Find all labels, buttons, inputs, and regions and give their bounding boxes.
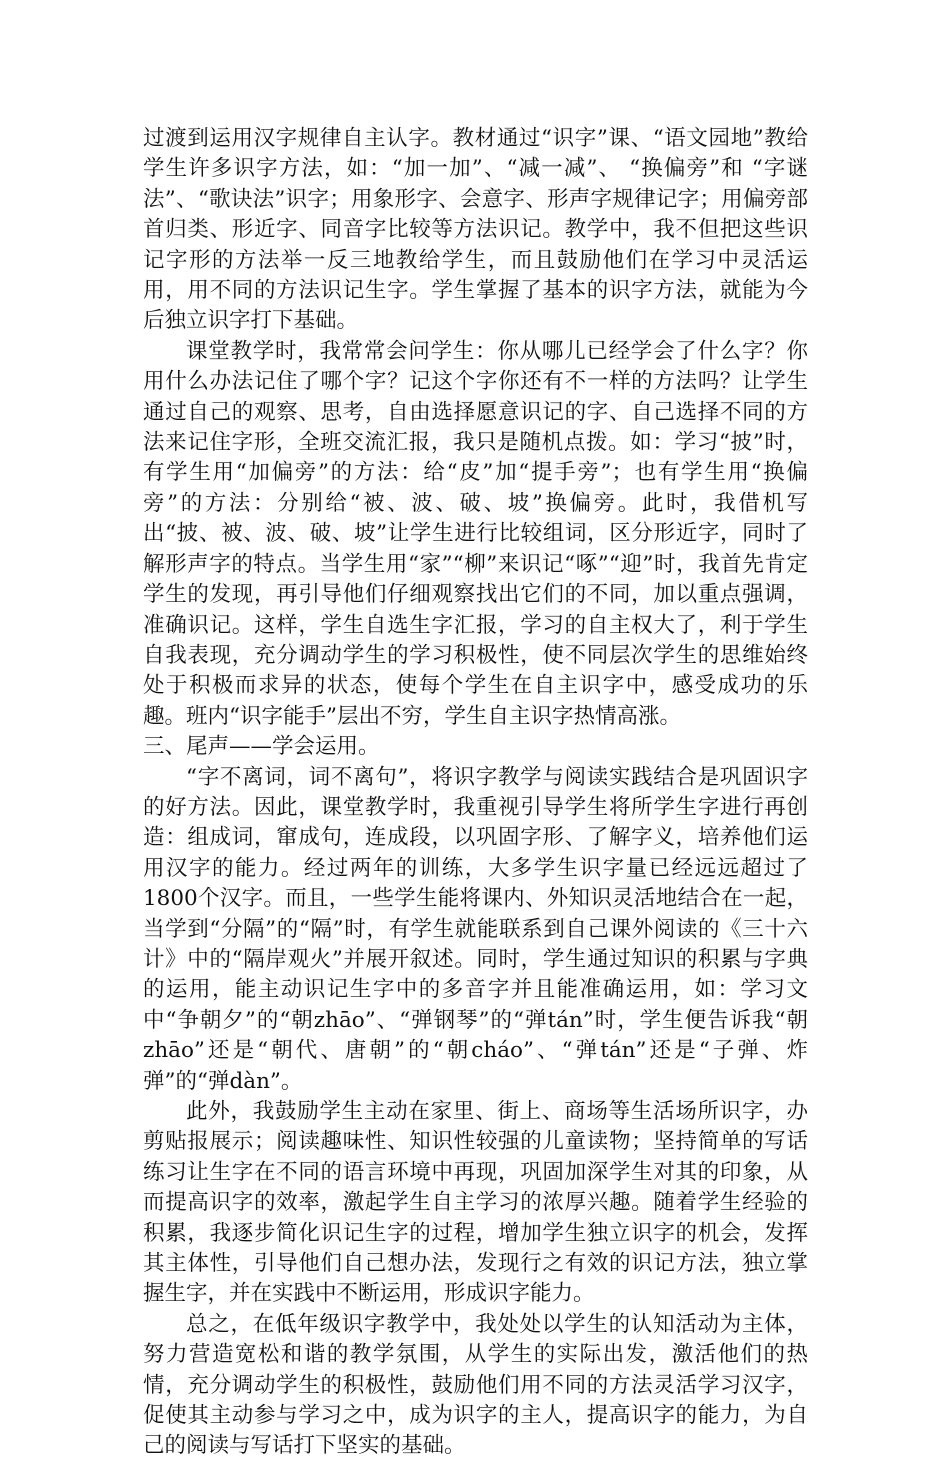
paragraph-word-usage: “字不离词，词不离句”，将识字教学与阅读实践结合是巩固识字的好方法。因此，课堂教学时，我重视引导学生将所学生字进行再创造：组成词，窜成句，连成段，以巩固字形、了解字义，培养他们运用汉字的能力。经过两年的训练，大多学生识字量已经远远超过了1800个汉字。而且，一些学生能将课内、外知识灵活地结合在一起，当学到“分隔”的“隔”时，有学生就能联系到自己课外阅读的《三十六计》中的“隔岸观火”并展开叙述。同时，学生通过知识的积累与字典的运用，能主动识记生字中的多音字并且能准确运用，如：学习文中“争朝夕”的“朝zhāo”、“弹钢琴”的“弹tán”时，学生便告诉我“朝zhāo”还是“朝代、唐朝”的“朝cháo”、“弹tán”还是“子弹、炸弹”的“弹dàn”。 xyxy=(143,764,808,1094)
paragraph-extracurricular: 此外，我鼓励学生主动在家里、街上、商场等生活场所识字，办剪贴报展示；阅读趣味性、知识性较强的儿童读物；坚持简单的写话练习让生字在不同的语言环境中再现，巩固加深学生对其的印象，从而提高识字的效率，激起学生自主学习的浓厚兴趣。随着学生经验的积累，我逐步简化识记生字的过程，增加学生独立识字的机会，发挥其主体性，引导他们自己想办法，发现行之有效的识记方法，独立掌握生字，并在实践中不断运用，形成识字能力。 xyxy=(143,1099,808,1307)
document-body xyxy=(143,124,808,1462)
paragraph-conclusion: 总之，在低年级识字教学中，我处处以学生的认知活动为主体，努力营造宽松和谐的教学氛围，从学生的实际出发，激活他们的热情，充分调动学生的积极性，鼓励他们用不同的方法灵活学习汉字，促使其主动参与学习之中，成为识字的主人，提高识字的能力，为自己的阅读与写话打下坚实的基础。 xyxy=(143,1311,808,1459)
paragraph-continued: 过渡到运用汉字规律自主认字。教材通过“识字”课、“语文园地”教给学生许多识字方法，如：“加一加”、“减一减”、 “换偏旁”和 “字谜法”、“歌诀法”识字；用象形字、会意字、形声字规律记字；用偏旁部首归类、形近字、同音字比较等方法识记。教学中，我不但把这些识记字形的方法举一反三地教给学生，而且鼓励他们在学习中灵活运用，用不同的方法识记生字。学生掌握了基本的识字方法，就能为今后独立识字打下基础。 xyxy=(143,126,808,334)
section-heading: 三、尾声——学会运用。 xyxy=(143,734,380,760)
paragraph-classroom-teaching: 课堂教学时，我常常会问学生：你从哪儿已经学会了什么字？你用什么办法记住了哪个字？记这个字你还有不一样的方法吗？让学生通过自己的观察、思考，自由选择愿意识记的字、自己选择不同的方法来记住字形，全班交流汇报，我只是随机点拨。如：学习“披”时，有学生用“加偏旁”的方法：给“皮”加“提手旁”；也有学生用“换偏旁”的方法：分别给“被、波、破、坡”换偏旁。此时，我借机写出“披、被、波、破、坡”让学生进行比较组词，区分形近字，同时了解形声字的特点。当学生用“家”“柳”来识记“啄”“迎”时，我首先肯定学生的发现，再引导他们仔细观察找出它们的不同，加以重点强调，准确识记。这样，学生自选生字汇报，学习的自主权大了，利于学生自我表现，充分调动学生的学习积极性，使不同层次学生的思维始终处于积极而求异的状态，使每个学生在自主识字中，感受成功的乐趣。班内“识字能手”层出不穷，学生自主识字热情高涨。 xyxy=(143,338,808,729)
